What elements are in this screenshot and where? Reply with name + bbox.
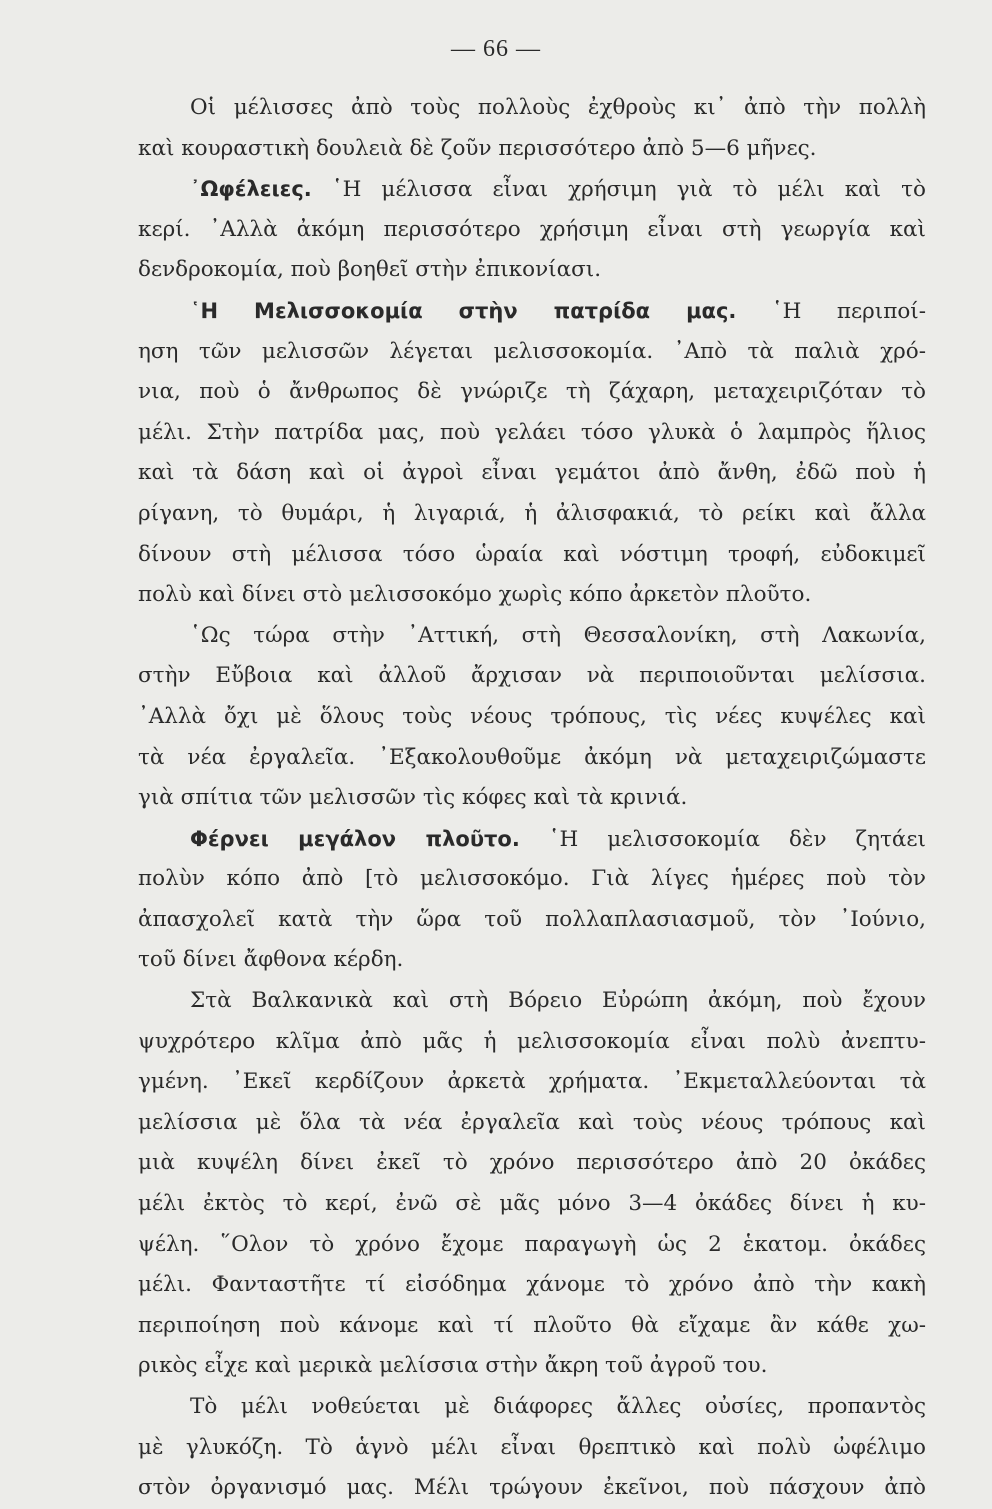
text-line: τὰ νέα ἐργαλεῖα. ᾿Εξακολουθοῦμε ἀκόμη νὰ μεταχειριζώμαστε <box>138 744 926 770</box>
section-heading: Φέρνει μεγάλον πλοῦτο. <box>190 826 520 851</box>
text-line: μέλι. Στὴν πατρίδα μας, ποὺ γελάει τόσο γλυκὰ ὁ λαμπρὸς ἥλιος <box>138 419 926 445</box>
text-line: καὶ τὰ δάση καὶ οἱ ἀγροὶ εἶναι γεμάτοι ἀπὸ ἄνθη, ἐδῶ ποὺ ἡ <box>138 460 926 486</box>
text-line: νια, ποὺ ὁ ἄνθρωπος δὲ γνώριζε τὴ ζάχαρη, μεταχειριζόταν τὸ <box>138 379 926 405</box>
text-run: ῾Η μέλισσα εἶναι χρήσιμη γιὰ τὸ μέλι καὶ τὸ <box>311 177 926 203</box>
text-line: μὲ γλυκόζη. Τὸ ἁγνὸ μέλι εἶναι θρεπτικὸ καὶ πολὺ ὠφέλιμο <box>138 1434 926 1460</box>
text-line: μελίσσια μὲ ὅλα τὰ νέα ἐργαλεῖα καὶ τοὺς νέους τρόπους καὶ <box>138 1109 926 1135</box>
text-line: καὶ κουραστικὴ δουλειὰ δὲ ζοῦν περισσότερο ἀπὸ 5—6 μῆνες. <box>138 135 817 161</box>
text-line: τοῦ δίνει ἄφθονα κέρδη. <box>138 947 404 973</box>
text-line: μιὰ κυψέλη δίνει ἐκεῖ τὸ χρόνο περισσότερο ἀπὸ 20 ὀκάδες <box>138 1150 926 1176</box>
text-line <box>138 169 926 210</box>
text-line: ρίγανη, τὸ θυμάρι, ἡ λιγαριά, ἡ ἀλισφακιά, τὸ ρείκι καὶ ἄλλα <box>138 500 926 526</box>
text-line: γιὰ σπίτια τῶν μελισσῶν τὶς κόφες καὶ τὰ κρινιά. <box>138 785 688 811</box>
text-line: Οἱ μέλισσες ἀπὸ τοὺς πολλοὺς ἐχθροὺς κι᾿ ἀπὸ τὴν πολλὴ <box>190 95 926 120</box>
section-heading: ᾿Ωφέλειες. <box>190 177 312 202</box>
text-line: πολὺ καὶ δίνει στὸ μελισσοκόμο χωρὶς κόπο ἀρκετὸν πλοῦτο. <box>138 582 812 608</box>
text-line: ρικὸς εἶχε καὶ μερικὰ μελίσσια στὴν ἄκρη τοῦ ἀγροῦ του. <box>138 1353 768 1379</box>
text-line: πολὺν κόπο ἀπὸ [τὸ μελισσοκόμο. Γιὰ λίγες ἡμέρες ποὺ τὸν <box>138 866 926 892</box>
text-line: μέλι ἐκτὸς τὸ κερί, ἐνῶ σὲ μᾶς μόνο 3—4 ὀκάδες δίνει ἡ κυ- <box>138 1191 926 1217</box>
text-line: ηση τῶν μελισσῶν λέγεται μελισσοκομία. ᾿Απὸ τὰ παλιὰ χρό- <box>138 338 926 364</box>
text-line: στὴν Εὔβοια καὶ ἀλλοῦ ἄρχισαν νὰ περιποιοῦνται μελίσσια. <box>138 663 926 689</box>
text-run: ῾Η περιποί- <box>736 298 926 324</box>
text-line: ψέλη. ῞Ολον τὸ χρόνο ἔχομε παραγωγὴ ὡς 2 ἑκατομ. ὀκάδες <box>138 1231 926 1257</box>
text-line: Τὸ μέλι νοθεύεται μὲ διάφορες ἄλλες οὐσίες, προπαντὸς <box>190 1394 926 1419</box>
text-line <box>138 819 926 860</box>
text-line: περιποίηση ποὺ κάνομε καὶ τί πλοῦτο θὰ εἴχαμε ἂν κάθε χω- <box>138 1312 926 1338</box>
text-line <box>138 291 926 332</box>
text-line: δίνουν στὴ μέλισσα τόσο ὡραία καὶ νόστιμη τροφή, εὐδοκιμεῖ <box>138 541 926 567</box>
text-line: κερί. ᾿Αλλὰ ἀκόμη περισσότερο χρήσιμη εἶναι στὴ γεωργία καὶ <box>138 216 926 242</box>
body-text <box>138 88 926 1509</box>
text-line: δενδροκομία, ποὺ βοηθεῖ στὴν ἐπικονίασι. <box>138 257 602 283</box>
text-line: ψυχρότερο κλῖμα ἀπὸ μᾶς ἡ μελισσοκομία εἶναι πολὺ ἀνεπτυ- <box>138 1028 926 1054</box>
section-heading: ῾Η Μελισσοκομία στὴν πατρίδα μας. <box>190 298 737 323</box>
text-line: ᾿Αλλὰ ὄχι μὲ ὅλους τοὺς νέους τρόπους, τὶς νέες κυψέλες καὶ <box>138 703 926 729</box>
page-number: — 66 — <box>451 36 541 62</box>
text-line: Στὰ Βαλκανικὰ καὶ στὴ Βόρειο Εὐρώπη ἀκόμη, ποὺ ἔχουν <box>190 988 926 1014</box>
text-line: μέλι. Φανταστῆτε τί εἰσόδημα χάνομε τὸ χρόνο ἀπὸ τὴν κακὴ <box>138 1272 926 1298</box>
text-line: γμένη. ᾿Εκεῖ κερδίζουν ἀρκετὰ χρήματα. ᾿Εκμεταλλεύονται τὰ <box>138 1069 926 1095</box>
text-line: στὸν ὀργανισμό μας. Μέλι τρώγουν ἐκεῖνοι, ποὺ πάσχουν ἀπὸ <box>138 1475 926 1501</box>
text-run: ῾Η μελισσοκομία δὲν ζητάει <box>519 826 926 852</box>
text-line: ἀπασχολεῖ κατὰ τὴν ὥρα τοῦ πολλαπλασιασμοῦ, τὸν ᾿Ιούνιο, <box>138 906 926 932</box>
text-line: ῾Ως τώρα στὴν ᾿Αττική, στὴ Θεσσαλονίκη, στὴ Λακωνία, <box>190 622 926 648</box>
